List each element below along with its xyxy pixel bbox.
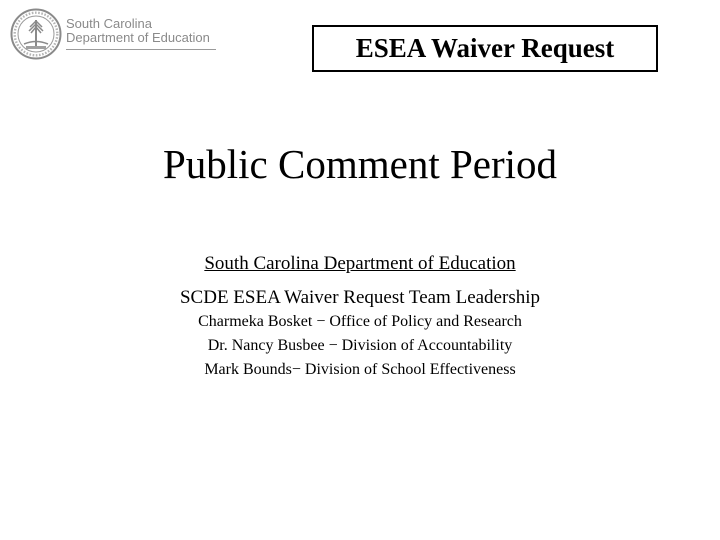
- esea-waiver-request-badge: ESEA Waiver Request: [312, 25, 658, 72]
- logo-line-1: South Carolina: [66, 16, 152, 31]
- team-member: Charmeka Bosket − Office of Policy and Research: [198, 313, 522, 330]
- state-seal-icon: [10, 8, 62, 60]
- team-member: Mark Bounds− Division of School Effectiveness: [204, 361, 516, 378]
- logo-wordmark: [66, 17, 210, 45]
- slide-title: Public Comment Period: [162, 141, 558, 187]
- logo-underline: [66, 49, 216, 50]
- sc-department-of-education-logo: [10, 8, 220, 60]
- slide-body: [0, 252, 720, 382]
- logo-line-2: Department of Education: [66, 30, 210, 45]
- team-heading: SCDE ESEA Waiver Request Team Leadership: [179, 287, 540, 308]
- team-member: Dr. Nancy Busbee − Division of Accountability: [207, 337, 513, 354]
- organization-name: South Carolina Department of Education: [204, 253, 516, 274]
